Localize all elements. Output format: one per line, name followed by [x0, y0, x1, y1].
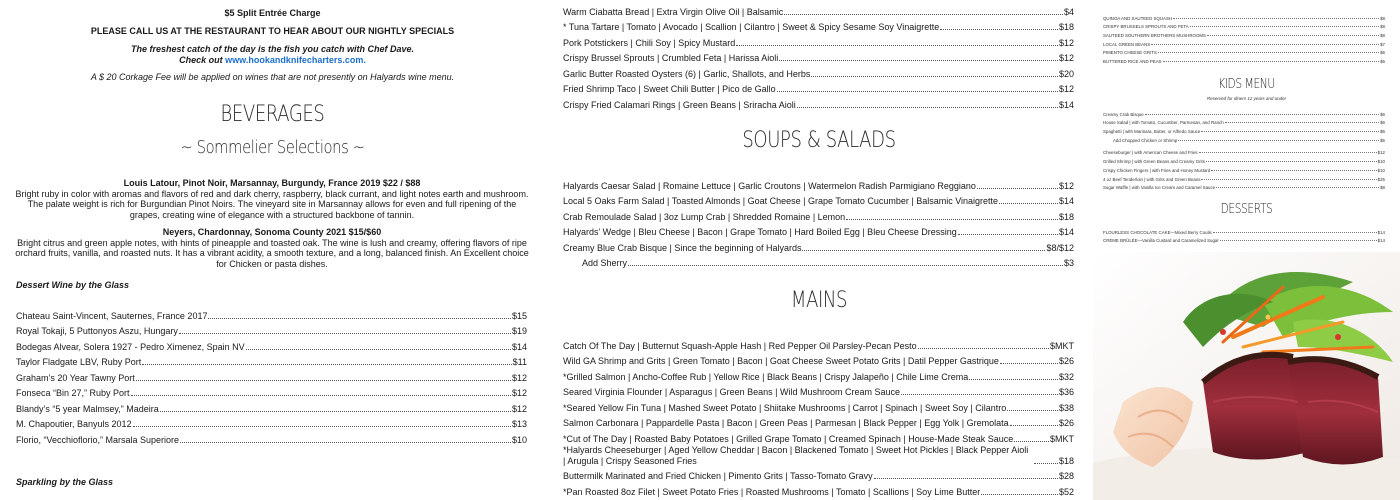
- item-price: $18: [1058, 22, 1074, 32]
- dot-leader: [1151, 44, 1379, 45]
- dot-leader: [1034, 463, 1058, 464]
- dot-leader: [1225, 122, 1379, 123]
- item-name: Pork Potstickers | Chili Soy | Spicy Mustard: [563, 37, 736, 48]
- item-name: Taylor Fladgate LBV, Ruby Port: [16, 357, 142, 367]
- dot-leader: [969, 379, 1058, 380]
- dot-leader: [918, 348, 1049, 349]
- item-price: $26: [1058, 356, 1074, 366]
- item-name: M. Chapoutier, Banyuls 2012: [16, 419, 132, 429]
- item-name: Fonseca “Bin 27,” Ruby Port: [16, 388, 130, 398]
- menu-item: [563, 49, 1074, 65]
- dot-leader: [1178, 140, 1379, 141]
- sommelier-subtitle: ~ Sommelier Selections ~: [180, 137, 365, 158]
- dot-leader: [797, 107, 1058, 108]
- item-name: *Grilled Salmon | Ancho-Coffee Rub | Yellow Rice | Black Beans | Crispy Jalapeño | Chile Lime Crema: [563, 371, 969, 382]
- featured-wine: [14, 227, 530, 269]
- item-price: $11: [512, 357, 527, 367]
- desserts-title: DESSERTS: [1220, 202, 1273, 217]
- kids-age-note: Reserved for diners 12 years and under: [1206, 96, 1287, 101]
- dot-leader: [208, 318, 511, 319]
- item-name: Crispy Brussel Sprouts | Crumbled Feta | Harissa Aioli: [563, 53, 779, 63]
- menu-item: [563, 482, 1074, 498]
- dot-leader: [940, 29, 1058, 30]
- item-name: Cheeseburger | with American Cheese and Fries: [1103, 150, 1198, 156]
- item-name: Creamy Blue Crab Bisque | Since the beginning of Halyards: [563, 242, 802, 253]
- item-price: $6: [1380, 111, 1385, 117]
- dot-leader: [981, 494, 1058, 495]
- dot-leader: [736, 45, 1058, 46]
- item-name: Creamy Crab Bisque: [1103, 111, 1144, 117]
- item-name: *Seared Yellow Fin Tuna | Mashed Sweet Potato | Shiitake Mushrooms | Carrot | Spinach | Sweet Soy | Cilantro: [563, 402, 1007, 413]
- menu-item: [1103, 235, 1385, 244]
- item-price: $6: [1380, 120, 1385, 126]
- item-price: $12: [511, 372, 527, 383]
- item-price: $6: [1380, 50, 1385, 56]
- item-price: $14: [1377, 238, 1385, 244]
- item-price: $12: [1058, 37, 1074, 48]
- menu-item: [1103, 55, 1385, 64]
- item-name: CRISPY BRUSSELS SPROUTS AND FETA: [1103, 24, 1189, 30]
- dot-leader: [1173, 18, 1379, 19]
- item-price: $25: [1377, 176, 1385, 182]
- menu-item: [16, 399, 527, 415]
- item-name: Royal Tokaji, 5 Puttonyos Aszu, Hungary: [16, 326, 178, 336]
- item-name: House Salad | with Tomato, Cucumber, Parmesan, and Ranch: [1103, 120, 1224, 126]
- menu-item: [563, 223, 1074, 239]
- menu-item: [1103, 173, 1385, 182]
- menu-item: [563, 238, 1074, 254]
- dot-leader: [246, 349, 511, 350]
- dot-leader: [142, 364, 511, 365]
- dot-leader: [1145, 114, 1379, 115]
- menu-item: [563, 176, 1074, 192]
- desserts-list: [1103, 226, 1385, 243]
- dot-leader: [901, 394, 1058, 395]
- dot-leader: [874, 478, 1058, 479]
- item-price: $26: [1058, 418, 1074, 428]
- dot-leader: [846, 219, 1058, 220]
- item-price: $10: [1377, 159, 1385, 165]
- item-price: $28: [1058, 471, 1074, 481]
- item-name: Add Chopped Chicken or Shrimp: [1113, 137, 1178, 143]
- dessert-wine-heading: Dessert Wine by the Glass: [16, 280, 129, 290]
- item-name: Blandy’s “5 year Malmsey,” Madeira: [16, 403, 159, 414]
- item-name: Fried Shrimp Taco | Sweet Chili Butter | Pico de Gallo: [563, 84, 776, 94]
- dot-leader: [1007, 410, 1058, 411]
- menu-item: [1103, 12, 1385, 21]
- menu-item: [16, 368, 527, 384]
- menu-item: [563, 95, 1074, 111]
- menu-item: [563, 18, 1074, 34]
- sides-list: [1103, 12, 1385, 64]
- item-name: Grilled Shrimp | with Green Beans and Creamy Grits: [1103, 159, 1205, 165]
- mains-title: MAINS: [790, 288, 848, 313]
- menu-item: [1103, 134, 1385, 143]
- check-out-line: [0, 55, 545, 66]
- menu-item: [563, 467, 1074, 483]
- item-name: Seared Virginia Flounder | Asparagus | Green Beans | Wild Mushroom Cream Sauce: [563, 387, 901, 397]
- menu-item: [563, 352, 1074, 368]
- appetizer-list: [563, 2, 1074, 111]
- menu-item: [1103, 164, 1385, 173]
- dot-leader: [1158, 52, 1379, 53]
- menu-item: [563, 445, 1074, 467]
- item-name: Add Sherry: [582, 258, 628, 268]
- dot-leader: [784, 14, 1063, 15]
- wine-name: Louis Latour, Pinot Noir, Marsannay, Burgundy, France 2019 $22 / $88: [123, 178, 421, 188]
- dot-leader: [958, 234, 1058, 235]
- item-price: $36: [1058, 387, 1074, 397]
- menu-item: [1103, 147, 1385, 156]
- item-name: Local 5 Oaks Farm Salad | Toasted Almonds | Goat Cheese | Grape Tomato Cucumber | Balsamic Vinaigrette: [563, 196, 999, 206]
- item-name: BUTTERED RICE AND PEAS: [1103, 59, 1162, 65]
- menu-item: [563, 414, 1074, 430]
- dot-leader: [1010, 425, 1058, 426]
- soups-salads-list: [563, 176, 1074, 269]
- dot-leader: [802, 250, 1045, 251]
- item-name: Graham’s 20 Year Tawny Port: [16, 372, 135, 383]
- item-name: PIMENTO CHEESE GRITS: [1103, 50, 1157, 56]
- item-price: $12: [1058, 180, 1074, 191]
- dot-leader: [1163, 61, 1380, 62]
- item-price: $19: [511, 326, 527, 336]
- food-column: [545, 0, 1093, 500]
- item-name: Sugar Waffle | with Vanilla Ice Cream and Caramel Sauce: [1103, 185, 1216, 191]
- item-name: Florio, “Vecchioflorio,” Marsala Superiore: [16, 434, 180, 445]
- item-name: Halyards Caesar Salad | Romaine Lettuce | Garlic Croutons | Watermelon Radish Parmigiano Reggiano: [563, 180, 976, 191]
- item-price: $12: [1058, 53, 1074, 63]
- menu-item: [1103, 108, 1385, 117]
- dot-leader: [779, 60, 1058, 61]
- item-price: $8: [1380, 185, 1385, 191]
- item-price: $15: [511, 310, 527, 321]
- item-price: $6: [1380, 59, 1385, 65]
- dot-leader: [1201, 131, 1379, 132]
- item-price: $10: [511, 434, 527, 445]
- item-price: $14: [511, 341, 527, 352]
- item-price: $32: [1058, 371, 1074, 382]
- dot-leader: [1000, 363, 1058, 364]
- item-name: Spaghetti | with Marinara, Butter, or Alfredo Sauce: [1103, 129, 1201, 135]
- item-name: *Halyards Cheeseburger | Aged Yellow Cheddar | Bacon | Blackened Tomato | Sweet Hot Pickles | Black Pepper Aioli | Arugula | Crispy Seasoned Fries: [563, 444, 1029, 466]
- corkage-notice: A $ 20 Corkage Fee will be applied on wines that are not presently on Halyards wine menu.: [90, 72, 455, 82]
- menu-item: [16, 415, 527, 431]
- item-price: $20: [1058, 68, 1074, 79]
- menu-item: [16, 306, 527, 322]
- specials-notice: PLEASE CALL US AT THE RESTAURANT TO HEAR ABOUT OUR NIGHTLY SPECIALS: [90, 26, 455, 36]
- menu-item: [1103, 226, 1385, 235]
- menu-item: [1103, 155, 1385, 164]
- item-price: $12: [511, 403, 527, 414]
- dot-leader: [1216, 187, 1379, 188]
- dessert-wine-list: [16, 306, 527, 446]
- menu-item: [1103, 38, 1385, 47]
- item-name: CRÈME BRÛLÉE—Vanilla Custard and Caramelized Sugar: [1103, 238, 1219, 244]
- item-name: Catch Of The Day | Butternut Squash-Apple Hash | Red Pepper Oil Parsley-Pecan Pesto: [563, 340, 917, 351]
- item-price: $3: [1063, 258, 1074, 268]
- menu-item: [1103, 47, 1385, 56]
- beverages-title: BEVERAGES: [220, 102, 325, 127]
- menu-item: [563, 336, 1074, 352]
- dot-leader: [1207, 35, 1379, 36]
- item-price: $13: [511, 419, 527, 429]
- dot-leader: [811, 76, 1058, 77]
- item-name: Garlic Butter Roasted Oysters (6) | Garlic, Shallots, and Herbs: [563, 68, 811, 79]
- catch-of-day-notice: [0, 44, 545, 66]
- soups-salads-title: SOUPS & SALADS: [742, 128, 896, 153]
- dot-leader: [1211, 170, 1376, 171]
- item-price: $14: [1058, 99, 1074, 110]
- item-price: $14: [1058, 196, 1074, 206]
- item-name: Bodegas Alvear, Solera 1927 - Pedro Ximenez, Spain NV: [16, 341, 245, 352]
- dot-leader: [777, 91, 1058, 92]
- item-name: Buttermilk Marinated and Fried Chicken | Pimento Grits | Tasso-Tomato Gravy: [563, 471, 873, 481]
- sides-kids-desserts-column: [1093, 0, 1400, 500]
- menu-item: [563, 383, 1074, 399]
- dot-leader: [1190, 26, 1379, 27]
- wine-description: Bright citrus and green apple notes, with hints of pineapple and toasted oak. The wine is lush and creamy, offering flavors of ripe orchard fruits, vanilla, and roasted nuts. It has a vibrant acidity, a smooth texture, and a long, balanced finish. An Excellent choice for Chicken or pasta dishes.: [15, 237, 529, 269]
- item-name: Wild GA Shrimp and Grits | Green Tomato | Bacon | Goat Cheese Sweet Potato Grits | Datil Pepper Gastrique: [563, 356, 999, 366]
- split-charge-notice: $5 Split Entrée Charge: [224, 8, 321, 18]
- menu-item: [16, 430, 527, 446]
- menu-item: [563, 254, 1074, 270]
- dot-leader: [131, 395, 511, 396]
- item-price: $8/$12: [1046, 242, 1074, 253]
- menu-item: [16, 322, 527, 338]
- seared-tuna-photo: [1093, 252, 1400, 500]
- menu-item: [1103, 125, 1385, 134]
- menu-item: [563, 429, 1074, 445]
- menu-item: [563, 64, 1074, 80]
- item-name: Warm Ciabatta Bread | Extra Virgin Olive Oil | Balsamic: [563, 6, 784, 17]
- item-price: $8: [1380, 15, 1385, 21]
- beverages-column: [0, 0, 545, 500]
- item-name: FLOURLESS CHOCOLATE CAKE—Mixed Berry Coulis: [1103, 229, 1212, 235]
- menu-item: [1103, 29, 1385, 38]
- dot-leader: [1206, 161, 1377, 162]
- menu-item: [1103, 117, 1385, 126]
- item-price: $38: [1058, 402, 1074, 413]
- item-price: $6: [1380, 129, 1385, 135]
- menu-item: [16, 353, 527, 369]
- item-price: $12: [1058, 84, 1074, 94]
- wine-description: Bright ruby in color with aromas and flavors of red and dark cherry, raspberry, black currant, and light notes earth and mushroom. The palate weight is rich for Burgundian Pinot Noirs. The vineyard site in Marsannay allows for even and full ripening of the grapes, creating wine of elegance with a structured backbone of tannin.: [15, 188, 529, 220]
- item-price: $18: [1058, 455, 1074, 466]
- item-name: SAUTEED SOUTHERN BROTHERS MUSHROOMS: [1103, 33, 1206, 39]
- item-price: $12: [511, 388, 527, 398]
- item-name: Crab Remoulade Salad | 3oz Lump Crab | Shredded Romaine | Lemon: [563, 211, 846, 222]
- dot-leader: [136, 380, 511, 381]
- item-name: QUINOA AND SAUTEED SQUASH: [1103, 15, 1173, 21]
- dot-leader: [1014, 441, 1049, 442]
- item-price: $14: [1377, 229, 1385, 235]
- item-name: LOCAL GREEN BEANS: [1103, 41, 1151, 47]
- item-name: *Pan Roasted 8oz Filet | Sweet Potato Fries | Roasted Mushrooms | Tomato | Scallions | Soy Lime Butter: [563, 486, 981, 497]
- item-name: Chateau Saint-Vincent, Sauternes, France 2017: [16, 310, 208, 321]
- item-price: $8: [1380, 24, 1385, 30]
- dot-leader: [160, 411, 511, 412]
- menu-item: [16, 337, 527, 353]
- item-price: $14: [1058, 227, 1074, 237]
- mains-list: [563, 336, 1074, 498]
- item-name: Crispy Chicken Fingers | with Fries and Honey Mustard: [1103, 167, 1211, 173]
- menu-item: [1103, 21, 1385, 30]
- catch-line: The freshest catch of the day is the fish you catch with Chef Dave.: [130, 44, 415, 54]
- item-price: $7: [1380, 41, 1385, 47]
- dot-leader: [1213, 232, 1377, 233]
- item-name: Halyards’ Wedge | Bleu Cheese | Bacon | Grape Tomato | Hard Boiled Egg | Bleu Cheese Dressing: [563, 227, 957, 237]
- dot-leader: [1201, 179, 1376, 180]
- wine-name: Neyers, Chardonnay, Sonoma County 2021 $15/$60: [162, 227, 382, 237]
- kids-menu-title: KIDS MENU: [1218, 77, 1275, 92]
- dot-leader: [133, 426, 511, 427]
- menu-item: [563, 398, 1074, 414]
- item-price: $MKT: [1049, 340, 1074, 351]
- item-price: $8: [1380, 33, 1385, 39]
- item-price: $18: [1058, 211, 1074, 222]
- menu-item: [563, 80, 1074, 96]
- dot-leader: [1220, 240, 1377, 241]
- check-out-label: Check out: [179, 55, 223, 65]
- item-price: $5: [1380, 137, 1385, 143]
- item-name: Crispy Fried Calamari Rings | Green Beans | Sriracha Aioli: [563, 99, 796, 110]
- menu-item: [563, 33, 1074, 49]
- item-price: $10: [1377, 167, 1385, 173]
- item-name: *Cut of The Day | Roasted Baby Potatoes | Grilled Grape Tomato | Creamed Spinach | House-Made Steak Sauce: [563, 433, 1014, 444]
- item-price: $52: [1058, 486, 1074, 497]
- menu-item: [1103, 182, 1385, 191]
- dot-leader: [180, 442, 511, 443]
- dot-leader: [977, 188, 1058, 189]
- item-price: $MKT: [1049, 433, 1074, 444]
- sparkling-heading: Sparkling by the Glass: [16, 477, 114, 487]
- kids-menu-list: [1103, 108, 1385, 190]
- item-name: * Tuna Tartare | Tomato | Avocado | Scallion | Cilantro | Sweet & Spicy Sesame Soy Vinaigrette: [563, 22, 940, 32]
- menu-item: [563, 2, 1074, 18]
- dot-leader: [628, 265, 1063, 266]
- item-price: $4: [1063, 6, 1074, 17]
- item-price: $12: [1377, 150, 1385, 156]
- charters-website-link[interactable]: www.hookandknifecharters.com.: [225, 55, 366, 65]
- featured-wine: [14, 178, 530, 220]
- menu-item: [16, 384, 527, 400]
- item-name: Salmon Carbonara | Pappardelle Pasta | Bacon | Green Peas | Parmesan | Black Pepper | Egg Yolk | Gremolata: [563, 418, 1009, 428]
- dot-leader: [179, 333, 511, 334]
- menu-item: [563, 192, 1074, 208]
- seared-tuna-illustration: [1093, 252, 1400, 500]
- menu-item: [563, 367, 1074, 383]
- menu-item: [563, 207, 1074, 223]
- dot-leader: [999, 203, 1058, 204]
- dot-leader: [1199, 152, 1377, 153]
- item-name: 4 oz Beef Tenderloin | with Grits and Green Beans: [1103, 176, 1201, 182]
